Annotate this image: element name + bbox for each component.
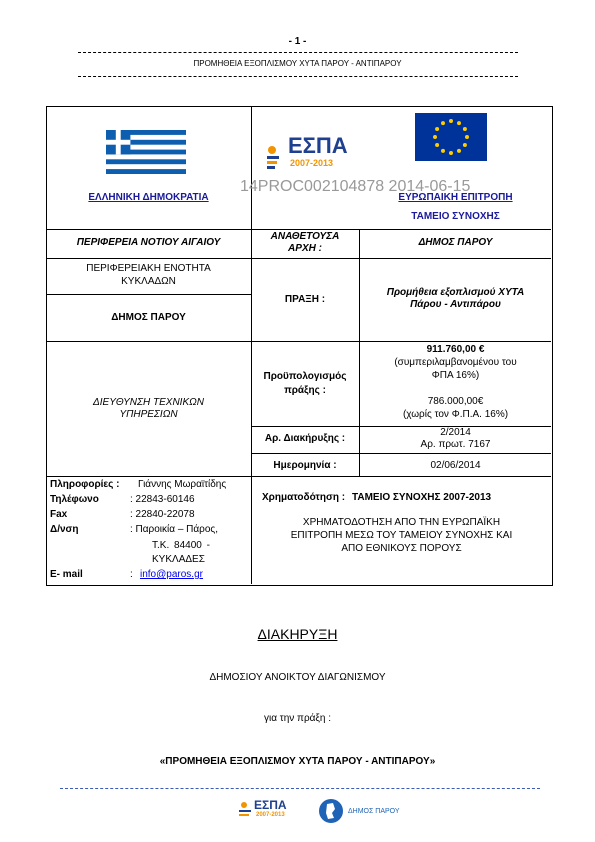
espa-logo-text: ΕΣΠΑ [288, 133, 348, 158]
municipality-logo-icon [318, 798, 344, 824]
authority-label-1: ΑΝΑΘΕΤΟΥΣΑ [270, 231, 340, 242]
greece-caption: ΕΛΛΗΝΙΚΗ ΔΗΜΟΚΡΑΤΙΑ [88, 192, 209, 203]
footer-espa-text: ΕΣΠΑ [254, 798, 287, 812]
email-label: E- mail [50, 569, 83, 580]
directorate-1: ΔΙΕΥΘΥΝΣΗ ΤΕΧΝΙΚΩΝ [93, 397, 204, 408]
table-row-line [46, 229, 551, 230]
funding-label: Χρηματοδότηση : [262, 492, 346, 503]
contact-label-phone: Τηλέφωνο [50, 494, 99, 505]
contact-label-fax: Fax [50, 509, 68, 520]
contact-label-address: Δ/νση [50, 524, 79, 535]
funding-value: ΤΑΜΕΙΟ ΣΥΝΟΧΗΣ 2007-2013 [352, 492, 492, 503]
regional-unit-1: ΠΕΡΙΦΕΡΕΙΑΚΗ ΕΝΟΤΗΤΑ [86, 263, 211, 274]
footer-rule [60, 788, 540, 789]
watermark: 14PROC002104878 2014-06-15 [240, 178, 471, 195]
header-rule-top [78, 52, 518, 53]
footer-espa-years: 2007-2013 [256, 812, 285, 818]
header-title: ΠΡΟΜΗΘΕΙΑ ΕΞΟΠΛΙΣΜΟΥ ΧΥΤΑ ΠΑΡΟΥ - ΑΝΤΙΠΑΡΟΥ [193, 59, 402, 68]
municipality: ΔΗΜΟΣ ΠΑΡΟΥ [111, 312, 186, 323]
funding-desc-2: ΕΠΙΤΡΟΠΗ ΜΕΣΩ ΤΟΥ ΤΑΜΕΙΟΥ ΣΥΝΟΧΗΣ ΚΑΙ [290, 530, 513, 541]
project-title: «ΠΡΟΜΗΘΕΙΑ ΕΞΟΠΛΙΣΜΟΥ ΧΥΤΑ ΠΑΡΟΥ - ΑΝΤΙΠΑΡΟΥ» [159, 756, 436, 767]
date-value: 02/06/2014 [430, 460, 481, 471]
budget-vat-2: ΦΠΑ 16%) [431, 370, 480, 381]
for-action: για την πράξη : [263, 713, 332, 724]
authority-label-2: ΑΡΧΗ : [288, 243, 322, 254]
notice-protocol: Αρ. πρωτ. 7167 [420, 439, 491, 450]
contact-value-info: Γιάννης Μωραϊτίδης [138, 479, 227, 490]
address-region: ΚΥΚΛΑΔΕΣ [152, 554, 205, 565]
budget-label-1: Προϋπολογισμός [263, 371, 347, 382]
funding-desc-3: ΑΠΟ ΕΘΝΙΚΟΥΣ ΠΟΡΟΥΣ [341, 543, 462, 554]
header-rule-bottom [78, 76, 518, 77]
budget-net: 786.000,00€ [427, 396, 484, 407]
eu-caption-1: ΕΥΡΩΠΑΙΚΗ ΕΠΙΤΡΟΠΗ [398, 192, 513, 203]
budget-amount: 911.760,00 € [426, 344, 485, 355]
contact-value-phone: : 22843-60146 [130, 494, 195, 505]
region: ΠΕΡΙΦΕΡΕΙΑ ΝΟΤΙΟΥ ΑΙΓΑΙΟΥ [76, 237, 221, 248]
espa-logo-years: 2007-2013 [290, 158, 334, 168]
document-heading: ΔΙΑΚΗΡΥΞΗ [257, 626, 338, 642]
budget-label-2: πράξης : [284, 385, 326, 396]
date-label: Ημερομηνία : [273, 460, 337, 471]
budget-vat-1: (συμπεριλαμβανομένου του [394, 357, 517, 368]
document-subheading: ΔΗΜΟΣΙΟΥ ΑΝΟΙΚΤΟΥ ΔΙΑΓΩΝΙΣΜΟΥ [209, 672, 386, 683]
table-row-line [46, 476, 551, 477]
page-number: - 1 - [288, 36, 307, 47]
table-row-line [46, 341, 551, 342]
contact-value-address: : Παροικία – Πάρος, [130, 524, 219, 535]
eu-caption-2: ΤΑΜΕΙΟ ΣΥΝΟΧΗΣ [411, 211, 500, 222]
directorate-2: ΥΠΗΡΕΣΙΩΝ [119, 409, 178, 420]
funding-desc-1: ΧΡΗΜΑΤΟΔΟΤΗΣΗ ΑΠΟ ΤΗΝ ΕΥΡΩΠΑΪΚΗ [302, 517, 501, 528]
regional-unit-2: ΚΥΚΛΑΔΩΝ [121, 276, 176, 287]
footer-espa-icon [238, 800, 254, 820]
contact-label-info: Πληροφορίες : [50, 479, 120, 490]
notice-number: 2/2014 [440, 427, 471, 438]
email-link[interactable]: info@paros.gr [140, 569, 203, 580]
table-row-line [46, 294, 251, 295]
contact-value-fax: : 22840-22078 [130, 509, 195, 520]
table-divider [251, 106, 252, 476]
action-value-1: Προμήθεια εξοπλισμού ΧΥΤΑ [386, 287, 525, 298]
table-row-line [251, 453, 551, 454]
greek-flag-icon [106, 130, 186, 174]
budget-net-note: (χωρίς τον Φ.Π.Α. 16%) [402, 409, 509, 420]
authority-value: ΔΗΜΟΣ ΠΑΡΟΥ [418, 237, 493, 248]
email-separator: : [130, 569, 133, 580]
eu-flag-icon [415, 113, 487, 161]
action-value-2: Πάρου - Αντιπάρου [410, 299, 501, 310]
notice-label: Αρ. Διακήρυξης : [264, 433, 346, 444]
address-postcode: Τ.Κ. 84400 - [152, 540, 210, 551]
action-label: ΠΡΑΞΗ : [284, 294, 326, 305]
footer-municipality: ΔΗΜΟΣ ΠΑΡΟΥ [348, 808, 400, 815]
table-row-line [46, 258, 551, 259]
